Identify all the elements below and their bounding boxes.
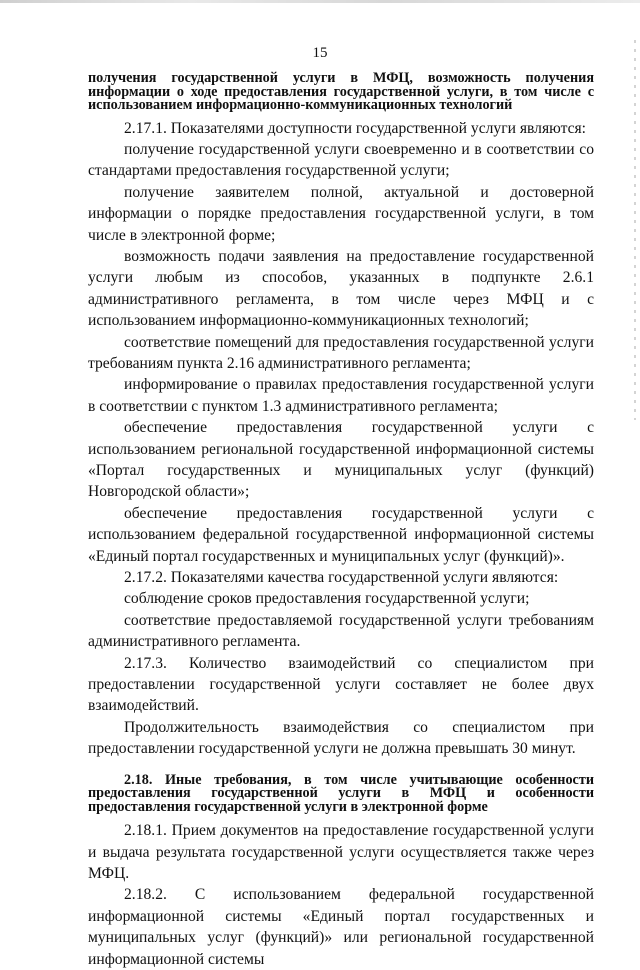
paragraph-regional-portal: обеспечение предоставления государственной услуги с использованием региональной государственной информационной системы «Портал государственных и муниципальных услуг (функций) Новгородской области»; (88, 419, 594, 501)
paragraph-group-2-18 (88, 820, 594, 970)
paragraph-application-ways: возможность подачи заявления на предоставление государственной услуги любым из способов, указанных в подпункте 2.6.1 административного регламента, в том числе через МФЦ и с использованием информационно-коммуникационных технологий; (88, 247, 594, 330)
paragraph-federal-portal: обеспечение предоставления государственной услуги с использованием федеральной государственной информационной системы «Единый портал государственных и муниципальных услуг (функций)». (88, 504, 594, 565)
paragraph-full-information: получение заявителем полной, актуальной и достоверной информации о порядке предоставления государственной услуги, в том числе в электронной форме; (88, 183, 594, 244)
paragraph-duration: Продолжительность взаимодействия со специалистом при предоставлении государственной услуги не должна превышать 30 минут. (88, 718, 594, 758)
paragraph-deadlines: соблюдение сроков предоставления государственной услуги; (124, 590, 530, 608)
paragraph-informing: информирование о правилах предоставления государственной услуги в соответствии с пунктом 1.3 административного регламента; (88, 376, 594, 415)
paragraph-premises: соответствие помещений для предоставления государственной услуги требованиям пункта 2.16 административного регламента; (88, 333, 594, 372)
page-number: 15 (312, 45, 328, 61)
document-body (88, 72, 594, 970)
paragraph-2-18-2: 2.18.2. С использованием федеральной государственной информационной системы «Единый портал государственных и муниципальных услуг (функций)» или региональной государственной информационной системы (88, 886, 594, 968)
intro-heading: получения государственной услуги в МФЦ, возможность получения информации о ходе предоставления государственной услуги, в том числе с использованием информационно-коммуникационных технологий (88, 70, 594, 113)
scan-right-edge (634, 40, 636, 420)
paragraph-group-2-17 (88, 118, 594, 760)
paragraph-2-18-1: 2.18.1. Прием документов на предоставление государственной услуги и выдача результата государственной услуги осуществляется также через МФЦ. (88, 822, 594, 882)
paragraph-timely-service: получение государственной услуги своевременно и в соответствии со стандартами предоставления государственной услуги; (88, 140, 594, 180)
paragraph-compliance: соответствие предоставляемой государственной услуги требованиям административного регламента. (88, 611, 594, 651)
paragraph-2-17-2: 2.17.2. Показателями качества государственной услуги являются: (124, 569, 559, 587)
paragraph-2-17-3: 2.17.3. Количество взаимодействий со специалистом при предоставлении государственной услуги составляет не более двух взаимодействий. (88, 654, 594, 715)
scan-top-edge (0, 0, 640, 3)
paragraph-2-17-1: 2.17.1. Показателями доступности государственной услуги являются: (124, 119, 587, 137)
section-heading-2-18: 2.18. Иные требования, в том числе учитывающие особенности предоставления государственной услуги в МФЦ и особенности предоставления государственной услуги в электронной форме (88, 771, 594, 815)
